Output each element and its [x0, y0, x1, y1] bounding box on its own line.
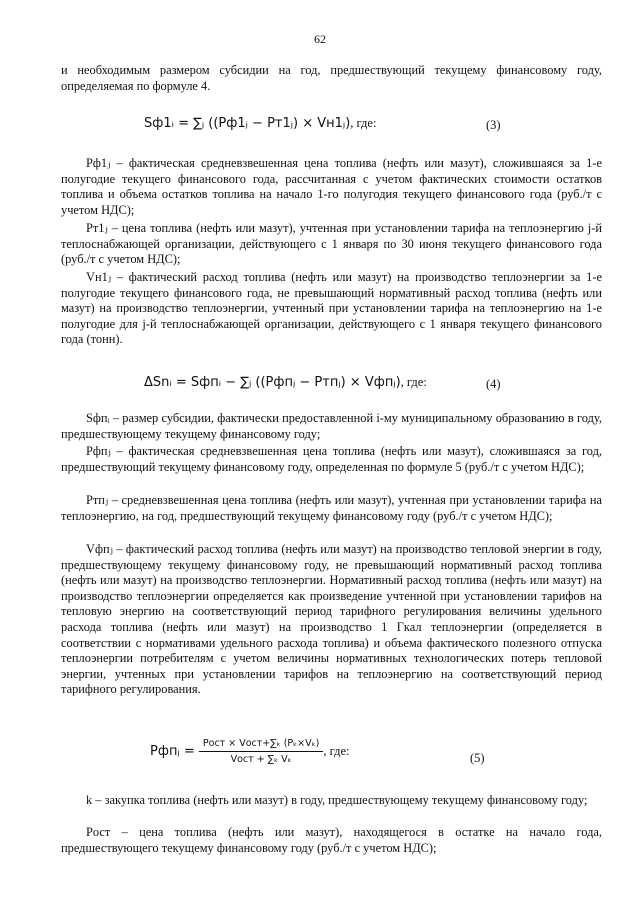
definition-post: Pост – цена топлива (нефть или мазут), находящегося в остатке на начало года, предшествующего текущему финансовому году (руб./т с учетом НДС);	[61, 825, 602, 855]
formula-5-numerator: Pост × Vост+∑ₖ (Pₖ×Vₖ)	[199, 738, 323, 752]
formula-5-number: (5)	[470, 751, 485, 765]
definition-rf1: Рф1ⱼ – фактическая средневзвешенная цена топлива (нефть или мазут), сложившаяся за 1-е полугодие текущего финансового года, рассчитанная с учетом фактических стоимости остатков топлива и объема остатков топлива на начало 1-го полугодия текущего финансового года (руб./т с учетом НДС);	[61, 156, 602, 217]
intro-paragraph: и необходимым размером субсидии на год, предшествующий текущему финансовому году, определяемая по формуле 4.	[61, 63, 602, 93]
formula-3-tail: , где:	[350, 116, 377, 130]
definition-rfp: Рфпⱼ – фактическая средневзвешенная цена топлива (нефть или мазут), сложившаяся за год, предшествующий текущему финансовому году, определенная по формуле 5 (руб./т с учетом НДС);	[61, 444, 602, 474]
definition-k: k – закупка топлива (нефть или мазут) в году, предшествующему текущему финансовому году;	[86, 793, 588, 807]
formula-5-lhs: Рфпⱼ =	[150, 744, 195, 759]
definition-vn1: Vн1ⱼ – фактический расход топлива (нефть или мазут) на производство теплоэнергии за 1-е полугодие текущего финансового года, не превышающий нормативный расход топлива (нефть или мазут) на производство теплоэнергии, учтенный при установлении тарифа на теплоэнергию на 1-е полугодие для j-й теплоснабжающей организации, действующего с 1 января текущего финансового года (тонн).	[61, 270, 602, 347]
formula-4	[144, 375, 427, 390]
formula-5	[150, 738, 350, 765]
formula-5-tail: , где:	[323, 744, 350, 758]
formula-5-fraction	[199, 738, 323, 765]
formula-3-number: (3)	[486, 118, 501, 132]
definition-rt1: Рт1ⱼ – цена топлива (нефть или мазут), учтенная при установлении тарифа на теплоэнергию j-й теплоснабжающей организации, действующего с 1 января по 30 июня текущего финансового года (руб./т с учетом НДС);	[61, 221, 602, 267]
formula-3	[144, 116, 376, 131]
formula-4-expression: ΔSnᵢ = Sфпᵢ − ∑ⱼ ((Рфпⱼ − Ртпⱼ) × Vфпⱼ)	[144, 375, 401, 390]
definition-rtp: Ртпⱼ – средневзвешенная цена топлива (нефть или мазут), учтенная при установлении тарифа на теплоэнергию, на год, предшествующий текущему финансовому году (руб./т с учетом НДС);	[61, 493, 602, 523]
definition-sfp: Sфпᵢ – размер субсидии, фактически предоставленной i-му муниципальному образованию в году, предшествующему текущему финансовому году;	[61, 411, 602, 441]
page-number: 62	[314, 32, 326, 46]
definition-vfp: Vфпⱼ – фактический расход топлива (нефть или мазут) на производство тепловой энергии в году, предшествующему текущему финансовому году, не превышающий нормативный расход топлива (нефть или мазут) на производство теплоэнергии. Нормативный расход топлива (нефть или мазут) на производство теплоэнергии определяется как произведение учтенной при установлении тарифов на тепловую энергию на соответствующий период тарифного регулирования величины удельного расхода топлива (нефть или мазут) на производство 1 Гкал теплоэнергии (определяется в соответствии с нормативами удельного расхода топлива) и объема фактического полезного отпуска теплоэнергии потребителям с учетом величины нормативных технологических потерь тепловой энергии, учтенных при установлении тарифов на теплоэнергию на соответствующий период тарифного регулирования.	[61, 542, 602, 697]
formula-4-number: (4)	[486, 377, 501, 391]
formula-3-expression: Sф1ᵢ = ∑ⱼ ((Рф1ⱼ − Рт1ⱼ) × Vн1ⱼ)	[144, 116, 351, 131]
formula-5-denominator: Vост + ∑ₖ Vₖ	[230, 754, 292, 765]
formula-4-tail: , где:	[400, 375, 427, 389]
